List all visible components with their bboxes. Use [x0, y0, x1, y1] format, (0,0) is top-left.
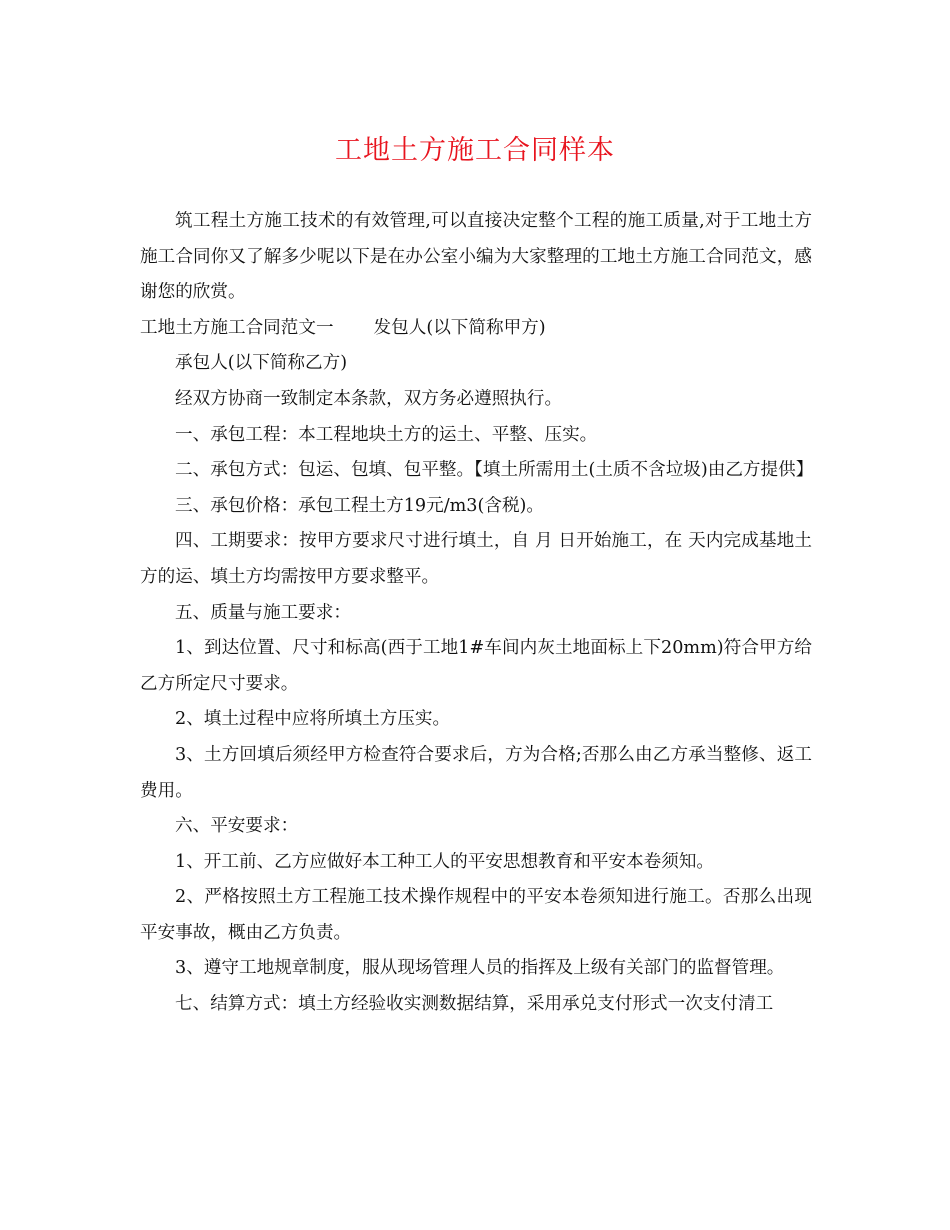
paragraph-clause-6: 六、平安要求： [175, 816, 299, 837]
paragraph-clause-4: 四、工期要求：按甲方要求尺寸进行填土，自 月 日开始施工，在 天内完成基地土方的运、填土方均需按甲方要求整平。 [140, 531, 812, 587]
paragraph-clause-2: 二、承包方式：包运、包填、包平整。【填土所需用土(土质不含垃圾)由乙方提供】 [175, 460, 814, 481]
paragraph-clause-1: 一、承包工程：本工程地块土方的运土、平整、压实。 [175, 424, 598, 445]
paragraph-clause-7: 七、结算方式：填土方经验收实测数据结算，采用承兑支付形式一次支付清工 [175, 994, 774, 1015]
paragraph-intro: 筑工程土方施工技术的有效管理,可以直接决定整个工程的施工质量,对于工地土方施工合同你又了解多少呢以下是在办公室小编为大家整理的工地土方施工合同范文，感谢您的欣赏。 [140, 211, 812, 303]
heading-label: 工地土方施工合同范文一 [140, 317, 334, 338]
paragraph-clause-5-2: 2、填土过程中应将所填土方压实。 [175, 709, 451, 730]
paragraph-clause-5: 五、质量与施工要求： [175, 602, 351, 623]
document-title: 工地土方施工合同样本 [335, 135, 615, 166]
paragraph-heading-1 [140, 311, 812, 347]
paragraph-contractor: 承包人(以下简称乙方) [175, 353, 348, 374]
paragraph-clause-5-3: 3、土方回填后须经甲方检查符合要求后，方为合格;否那么由乙方承当整修、返工费用。 [140, 744, 812, 801]
paragraph-clause-5-1: 1、到达位置、尺寸和标高(西于工地1#车间内灰土地面标上下20mm)符合甲方给乙方所定尺寸要求。 [140, 638, 812, 694]
paragraph-clause-6-2: 2、严格按照土方工程施工技术操作规程中的平安本卷须知进行施工。否那么出现平安事故，概由乙方负责。 [140, 887, 812, 943]
document-body [140, 204, 812, 1023]
paragraph-clause-6-3: 3、遵守工地规章制度，服从现场管理人员的指挥及上级有关部门的监督管理。 [175, 958, 785, 979]
paragraph-clause-6-1: 1、开工前、乙方应做好本工种工人的平安思想教育和平安本卷须知。 [175, 851, 715, 872]
paragraph-agreement: 经双方协商一致制定本条款，双方务必遵照执行。 [175, 388, 563, 409]
paragraph-clause-3: 三、承包价格：承包工程土方19元/m3(含税)。 [175, 495, 545, 516]
employer-label: 发包人(以下简称甲方) [373, 317, 546, 338]
